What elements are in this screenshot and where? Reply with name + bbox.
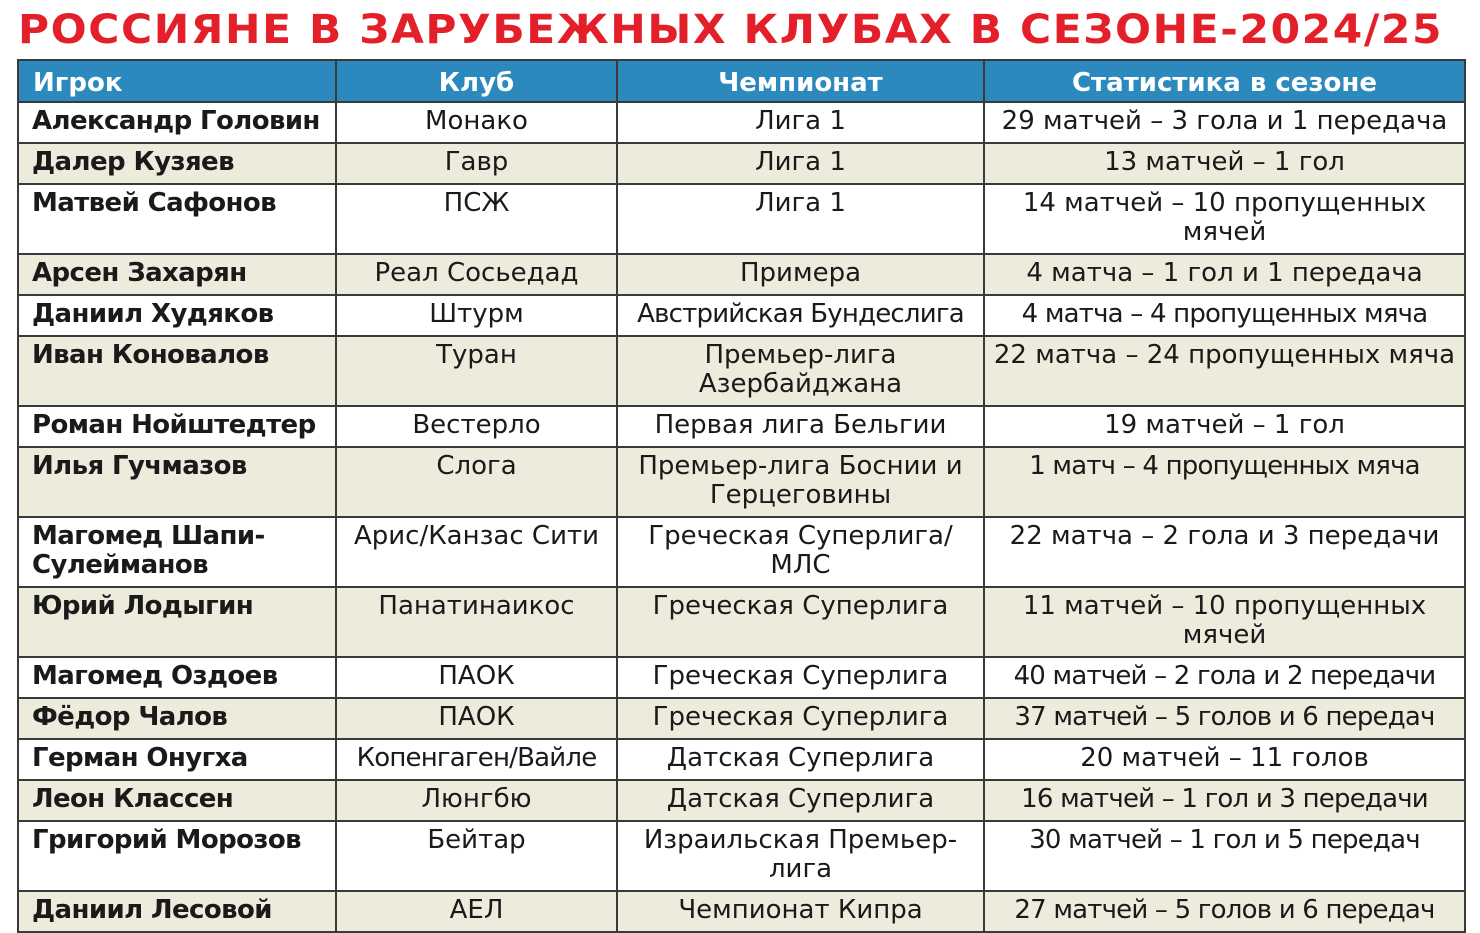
- league-name: Греческая Суперлига/МЛС: [617, 517, 984, 587]
- player-name: Далер Кузяев: [18, 143, 336, 184]
- league-name: Греческая Суперлига: [617, 657, 984, 698]
- league-name: Премьер-лига Азербайджана: [617, 336, 984, 406]
- player-name: Леон Классен: [18, 780, 336, 821]
- player-name: Юрий Лодыгин: [18, 587, 336, 657]
- season-stats: 27 матчей – 5 голов и 6 передач: [984, 891, 1465, 932]
- player-name: Григорий Морозов: [18, 821, 336, 891]
- league-name: Австрийская Бундеслига: [617, 295, 984, 336]
- player-name: Магомед Шапи-Сулейманов: [18, 517, 336, 587]
- table-row: [18, 102, 1465, 143]
- club-name: Арис/Канзас Сити: [336, 517, 617, 587]
- player-name: Арсен Захарян: [18, 254, 336, 295]
- club-name: АЕЛ: [336, 891, 617, 932]
- club-name: Реал Сосьедад: [336, 254, 617, 295]
- season-stats: 13 матчей – 1 гол: [984, 143, 1465, 184]
- club-name: Штурм: [336, 295, 617, 336]
- player-name: Даниил Лесовой: [18, 891, 336, 932]
- season-stats: 29 матчей – 3 гола и 1 передача: [984, 102, 1465, 143]
- table-row: [18, 254, 1465, 295]
- table-row: [18, 587, 1465, 657]
- page-title: РОССИЯНЕ В ЗАРУБЕЖНЫХ КЛУБАХ В СЕЗОНЕ-2024/25: [18, 7, 1444, 53]
- table-header-row: [18, 60, 1465, 102]
- table-row: [18, 739, 1465, 780]
- table-row: [18, 447, 1465, 517]
- season-stats: 11 матчей – 10 пропущенных мячей: [984, 587, 1465, 657]
- season-stats: 37 матчей – 5 голов и 6 передач: [984, 698, 1465, 739]
- header-league: Чемпионат: [617, 60, 984, 102]
- table-row: [18, 143, 1465, 184]
- club-name: Гавр: [336, 143, 617, 184]
- player-name: Иван Коновалов: [18, 336, 336, 406]
- player-name: Фёдор Чалов: [18, 698, 336, 739]
- table-row: [18, 184, 1465, 254]
- table-row: [18, 891, 1465, 932]
- table-row: [18, 698, 1465, 739]
- season-stats: 1 матч – 4 пропущенных мяча: [984, 447, 1465, 517]
- club-name: Вестерло: [336, 406, 617, 447]
- players-table: [17, 59, 1466, 933]
- league-name: Датская Суперлига: [617, 780, 984, 821]
- club-name: Бейтар: [336, 821, 617, 891]
- club-name: Слога: [336, 447, 617, 517]
- club-name: ПАОК: [336, 698, 617, 739]
- season-stats: 30 матчей – 1 гол и 5 передач: [984, 821, 1465, 891]
- league-name: Лига 1: [617, 102, 984, 143]
- season-stats: 19 матчей – 1 гол: [984, 406, 1465, 447]
- season-stats: 4 матча – 1 гол и 1 передача: [984, 254, 1465, 295]
- league-name: Греческая Суперлига: [617, 698, 984, 739]
- season-stats: 40 матчей – 2 гола и 2 передачи: [984, 657, 1465, 698]
- player-name: Илья Гучмазов: [18, 447, 336, 517]
- season-stats: 4 матча – 4 пропущенных мяча: [984, 295, 1465, 336]
- player-name: Герман Онугха: [18, 739, 336, 780]
- league-name: Лига 1: [617, 184, 984, 254]
- league-name: Греческая Суперлига: [617, 587, 984, 657]
- header-stats: Статистика в сезоне: [984, 60, 1465, 102]
- league-name: Датская Суперлига: [617, 739, 984, 780]
- table-row: [18, 780, 1465, 821]
- club-name: ПСЖ: [336, 184, 617, 254]
- player-name: Роман Нойштедтер: [18, 406, 336, 447]
- league-name: Примера: [617, 254, 984, 295]
- season-stats: 14 матчей – 10 пропущенных мячей: [984, 184, 1465, 254]
- league-name: Лига 1: [617, 143, 984, 184]
- club-name: Монако: [336, 102, 617, 143]
- table-row: [18, 406, 1465, 447]
- club-name: Люнгбю: [336, 780, 617, 821]
- player-name: Магомед Оздоев: [18, 657, 336, 698]
- club-name: Туран: [336, 336, 617, 406]
- player-name: Даниил Худяков: [18, 295, 336, 336]
- player-name: Матвей Сафонов: [18, 184, 336, 254]
- header-player: Игрок: [18, 60, 336, 102]
- league-name: Израильская Премьер-лига: [617, 821, 984, 891]
- season-stats: 16 матчей – 1 гол и 3 передачи: [984, 780, 1465, 821]
- league-name: Премьер-лига Боснии и Герцеговины: [617, 447, 984, 517]
- player-name: Александр Головин: [18, 102, 336, 143]
- season-stats: 22 матча – 24 пропущенных мяча: [984, 336, 1465, 406]
- club-name: Копенгаген/Вайле: [336, 739, 617, 780]
- season-stats: 22 матча – 2 гола и 3 передачи: [984, 517, 1465, 587]
- table-row: [18, 295, 1465, 336]
- header-club: Клуб: [336, 60, 617, 102]
- table-row: [18, 821, 1465, 891]
- league-name: Чемпионат Кипра: [617, 891, 984, 932]
- league-name: Первая лига Бельгии: [617, 406, 984, 447]
- club-name: ПАОК: [336, 657, 617, 698]
- table-row: [18, 517, 1465, 587]
- season-stats: 20 матчей – 11 голов: [984, 739, 1465, 780]
- club-name: Панатинаикос: [336, 587, 617, 657]
- table-row: [18, 657, 1465, 698]
- table-row: [18, 336, 1465, 406]
